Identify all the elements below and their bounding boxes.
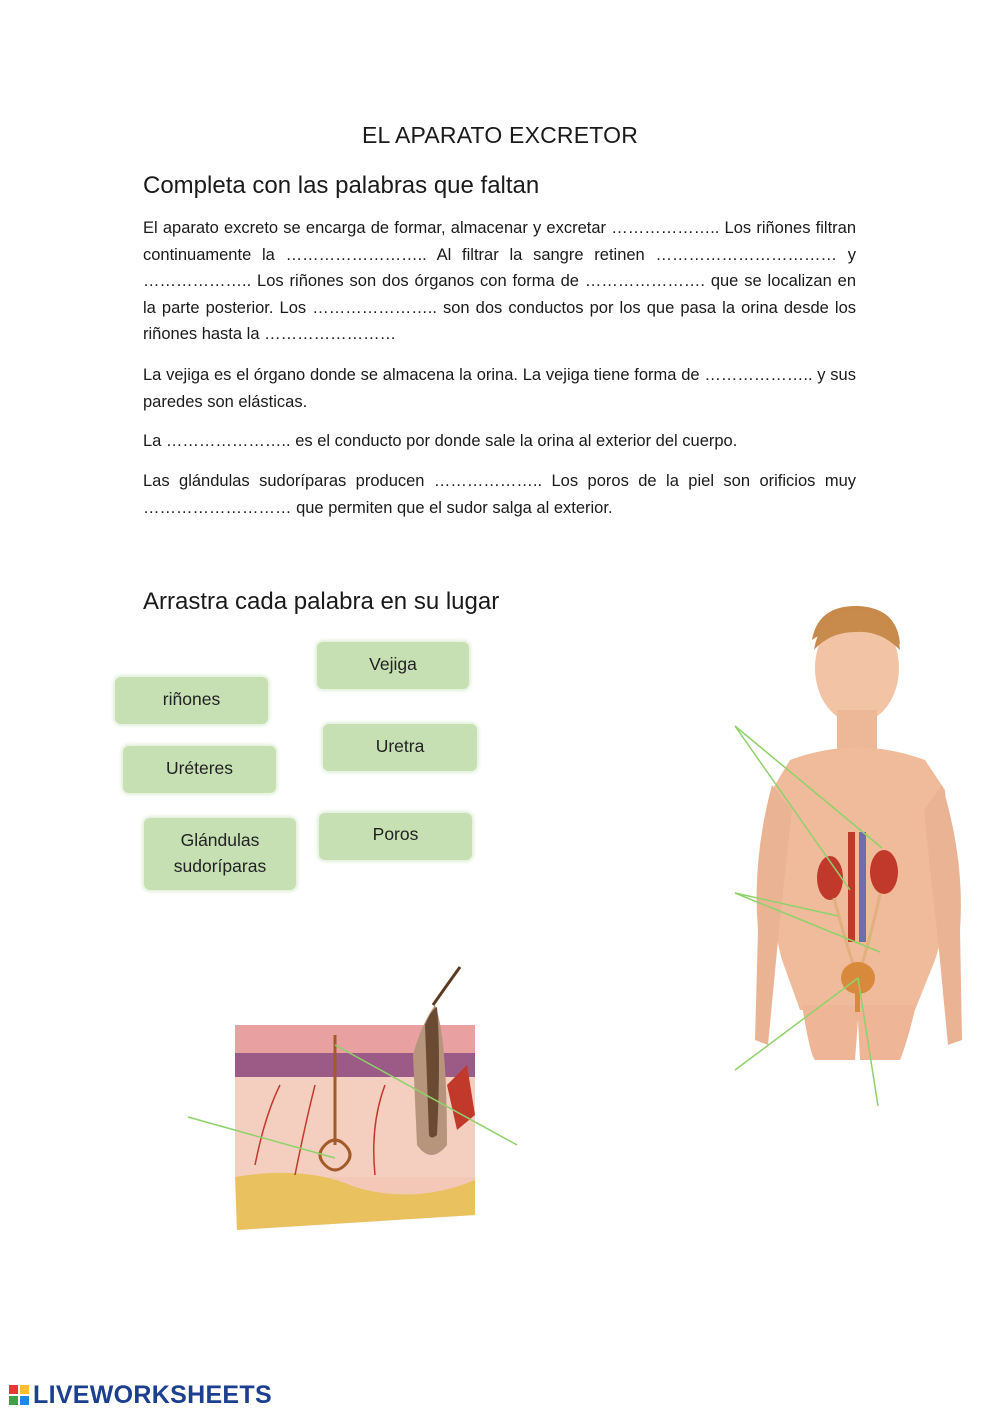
word-chip-label: Uretra xyxy=(375,736,425,756)
human-body-illustration xyxy=(730,600,1000,1120)
word-chip-label: riñones xyxy=(162,689,221,709)
liveworksheets-logo xyxy=(8,1380,272,1410)
word-chip-label: Poros xyxy=(372,824,419,844)
word-chip-label xyxy=(174,827,266,879)
word-chip-rinones[interactable] xyxy=(115,677,268,724)
logo-grid-icon xyxy=(8,1384,30,1406)
page-title: EL APARATO EXCRETOR xyxy=(361,122,639,148)
word-chip-glandulas-sudoriparas[interactable] xyxy=(144,818,296,890)
word-chip-uretra[interactable] xyxy=(323,724,477,771)
word-chip-ureteres[interactable] xyxy=(123,746,276,793)
fill-paragraph-4: Las glándulas sudoríparas producen ……………….. Los poros de la piel son orificios muy ……………………… que permiten que el sudor salga al exterior. xyxy=(143,472,856,517)
section-heading-completa: Completa con las palabras que faltan xyxy=(143,172,540,199)
section-heading-arrastra: Arrastra cada palabra en su lugar xyxy=(143,588,500,615)
word-chip-label-line1: Glándulas xyxy=(180,830,260,850)
word-chip-label: Vejiga xyxy=(369,654,417,674)
word-chip-label-line2: sudoríparas xyxy=(173,856,267,876)
word-chip-vejiga[interactable] xyxy=(317,642,469,689)
word-chip-poros[interactable] xyxy=(319,813,472,860)
fill-paragraph-1: El aparato excreto se encarga de formar, almacenar y excretar ……………….. Los riñones filtran continuamente la …………………….. Al filtrar la sangre retinen …………………………… y ……………….. Los riñones son dos órganos con forma de …………………. que se localizan en la parte posterior. Los ………………….. son dos conductos por los que pasa la orina desde los riñones hasta la …………………… xyxy=(143,219,856,343)
logo-text: LIVEWORKSHEETS xyxy=(33,1380,272,1409)
word-chip-label: Uréteres xyxy=(165,758,234,778)
skin-section-illustration xyxy=(185,965,525,1240)
fill-paragraph-2: La vejiga es el órgano donde se almacena la orina. La vejiga tiene forma de ……………….. y sus paredes son elásticas. xyxy=(143,366,856,411)
fill-paragraph-3: La ………………….. es el conducto por donde sale la orina al exterior del cuerpo. xyxy=(143,432,738,450)
